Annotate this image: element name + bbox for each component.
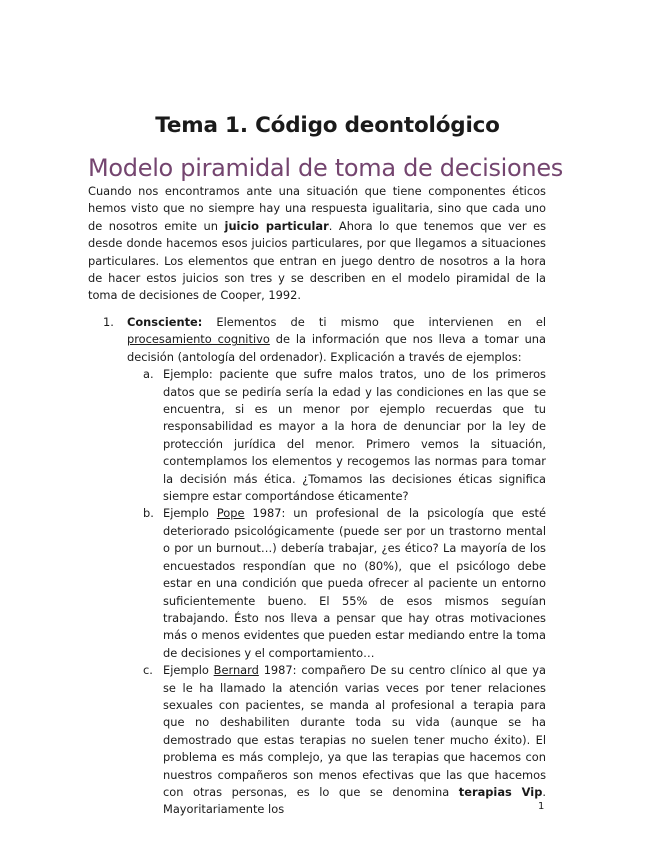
sub-b-underline-pope: Pope (216, 506, 245, 521)
intro-text-2: . Ahora lo que tenemos que ver es desde donde hacemos esos juicios particulares, por que llegamos a situaciones particulares. Los elementos que entran en juego dentro de nosotros a la hora de hacer estos juicios son tres y se describen en el modelo piramidal de la toma de decisiones de Cooper, 1992. (88, 218, 547, 303)
list-item-consciente (88, 314, 546, 819)
sub-b-text-2: 1987: un profesional de la psicología que esté deteriorado psicológicamente (puede ser por un trastorno mental o por un burnout…) debería trabajar, ¿es ético? La mayoría de los encuestados respondían que no (80%), que el psicólogo debe estar en una condición que pueda ofrecer al paciente un entorno suficientemente bueno. El 55% de esos mismos seguían trabajando. Ésto nos lleva a pensar que hay otras motivaciones más o menos evidentes que pueden estar mediando entre la toma de decisiones y el comportamiento… (163, 506, 546, 660)
intro-text-1: Cuando nos encontramos ante una situación que tiene componentes éticos hemos visto que no siempre hay una respuesta igualitaria, sino que cada uno de nosotros emite un (88, 184, 546, 233)
sub-c-text-3: . Mayoritariamente los (163, 784, 546, 817)
item-label-consciente: Consciente: (127, 315, 203, 329)
sub-letter: b. (143, 506, 154, 521)
section-heading: Modelo piramidal de toma de decisiones (88, 154, 563, 182)
sub-c-text-1: Ejemplo (163, 663, 214, 678)
sub-item-a (127, 366, 546, 505)
sub-c-text-2: 1987: compañero De su centro clínico al que ya se le ha llamado la atención varias veces por tener relaciones sexuales con pacientes, se manda al profesional a terapia para que no deshabiliten durante toda su vida (aunque se ha demostrado que estas terapias no suelen tener mucho éxito). El problema es más complejo, ya que las terapias que hacemos con nuestros compañeros son menos efectivas que las que hacemos con otras personas, es lo que se denomina (163, 663, 547, 799)
numbered-list (88, 314, 546, 819)
sub-c-underline-bernard: Bernard (213, 663, 259, 678)
sub-item-b (127, 505, 546, 662)
sub-letter: c. (143, 663, 153, 678)
document-title: Tema 1. Código deontológico (155, 113, 500, 138)
intro-bold-juicio: juicio particular (224, 218, 329, 233)
page-number: 1 (538, 801, 545, 812)
intro-paragraph (88, 183, 546, 305)
list-number: 1. (103, 315, 114, 329)
item-text-1: Elementos de ti mismo que intervienen en el (202, 315, 546, 329)
item-text-2: de la información que nos lleva a tomar una decisión (antología del ordenador). Explicación a través de ejemplos: (127, 332, 546, 364)
sub-b-text-1: Ejemplo (163, 506, 217, 521)
sub-a-text: Ejemplo: paciente que sufre malos tratos, uno de los primeros datos que se pediría sería la edad y las condiciones en las que se encuentra, si es un menor por ejemplo recuerdas que tu responsabilidad es mayor a la hora de denunciar por la ley de protección jurídica del menor. Primero vemos la situación, contemplamos los elementos y recogemos las normas para tomar la decisión más ética. ¿Tomamos las decisiones éticas significa siempre estar comportándose éticamente? (163, 367, 546, 504)
sub-letter: a. (143, 367, 154, 382)
item-underline-procesamiento: procesamiento cognitivo (127, 332, 270, 347)
sub-c-bold-terapias-vip: terapias Vip (458, 784, 543, 799)
sub-item-c (127, 662, 546, 819)
sub-list (127, 366, 546, 819)
